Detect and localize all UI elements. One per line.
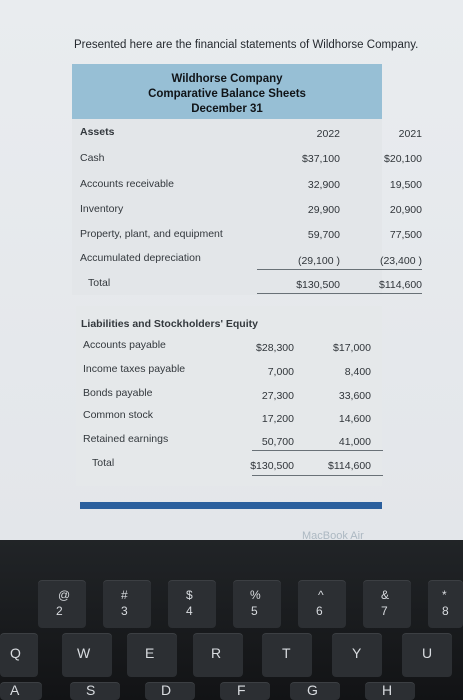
liabilities-heading: Liabilities and Stockholders' Equity bbox=[81, 318, 258, 330]
row-label: Property, plant, and equipment bbox=[80, 228, 223, 240]
value-2021: (23,400 ) bbox=[379, 255, 422, 267]
value-2021: $114,600 bbox=[378, 279, 422, 291]
key-7[interactable]: & 7 bbox=[363, 580, 411, 628]
key-a[interactable]: A bbox=[0, 682, 42, 700]
value-2022: (29,100 ) bbox=[297, 255, 340, 267]
key-y[interactable]: Y bbox=[332, 633, 382, 677]
progress-strip bbox=[80, 502, 382, 509]
liabilities-table bbox=[76, 306, 382, 486]
value-2021: $114,600 bbox=[327, 460, 371, 472]
statement-title: Comparative Balance Sheets bbox=[148, 88, 306, 100]
key-h[interactable]: H bbox=[365, 682, 415, 700]
value-2022: $130,500 bbox=[250, 460, 294, 472]
row-label: Cash bbox=[80, 152, 105, 164]
assets-table bbox=[72, 119, 422, 295]
macbook-label: MacBook Air bbox=[302, 530, 364, 540]
key-g[interactable]: G bbox=[290, 682, 340, 700]
value-2022: 17,200 bbox=[261, 413, 294, 425]
key-f[interactable]: F bbox=[220, 682, 270, 700]
key-2[interactable]: @ 2 bbox=[38, 580, 86, 628]
value-2022: 29,900 bbox=[307, 204, 340, 216]
company-name: Wildhorse Company bbox=[171, 73, 283, 85]
key-e[interactable]: E bbox=[127, 633, 177, 677]
key-r[interactable]: R bbox=[193, 633, 243, 677]
row-label: Accounts receivable bbox=[80, 178, 174, 190]
value-2022: 50,700 bbox=[261, 436, 294, 448]
key-t[interactable]: T bbox=[262, 633, 312, 677]
key-3[interactable]: # 3 bbox=[103, 580, 151, 628]
keyboard bbox=[0, 540, 463, 700]
statement-date: December 31 bbox=[191, 103, 263, 115]
key-w[interactable]: W bbox=[62, 633, 112, 677]
intro-text: Presented here are the financial statements of Wildhorse Company. bbox=[74, 39, 419, 51]
value-2022: 7,000 bbox=[267, 366, 294, 378]
row-label: Common stock bbox=[83, 409, 154, 421]
underline bbox=[252, 450, 325, 451]
value-2022: 27,300 bbox=[261, 390, 294, 402]
underline bbox=[330, 269, 422, 270]
row-label: Income taxes payable bbox=[83, 363, 186, 375]
double-underline bbox=[321, 475, 383, 476]
value-2021: $17,000 bbox=[333, 342, 371, 354]
value-2021: 41,000 bbox=[338, 436, 371, 448]
statement-header bbox=[72, 64, 382, 119]
row-label: Bonds payable bbox=[83, 387, 153, 399]
value-2022: 32,900 bbox=[307, 179, 340, 191]
value-2021: 20,900 bbox=[389, 204, 422, 216]
key-u[interactable]: U bbox=[402, 633, 452, 677]
row-label: Retained earnings bbox=[83, 433, 169, 445]
assets-heading: Assets bbox=[80, 126, 115, 138]
value-2021: $20,100 bbox=[384, 153, 422, 165]
year-2022: 2022 bbox=[316, 128, 340, 140]
value-2022: $28,300 bbox=[256, 342, 294, 354]
value-2022: 59,700 bbox=[307, 229, 340, 241]
double-underline bbox=[330, 293, 422, 294]
key-q[interactable]: Q bbox=[0, 633, 38, 677]
value-2021: 77,500 bbox=[389, 229, 422, 241]
row-label: Accumulated depreciation bbox=[80, 252, 201, 264]
row-label: Accounts payable bbox=[83, 339, 166, 351]
underline bbox=[321, 450, 383, 451]
double-underline bbox=[252, 475, 325, 476]
value-2022: $37,100 bbox=[302, 153, 340, 165]
value-2022: $130,500 bbox=[296, 279, 340, 291]
year-2021: 2021 bbox=[398, 128, 422, 140]
key-5[interactable]: % 5 bbox=[233, 580, 281, 628]
row-label: Inventory bbox=[80, 203, 124, 215]
key-8[interactable]: * 8 bbox=[428, 580, 463, 628]
row-label: Total bbox=[88, 277, 111, 289]
value-2021: 8,400 bbox=[344, 366, 371, 378]
row-label: Total bbox=[92, 457, 115, 469]
value-2021: 14,600 bbox=[338, 413, 371, 425]
value-2021: 19,500 bbox=[389, 179, 422, 191]
key-4[interactable]: $ 4 bbox=[168, 580, 216, 628]
key-d[interactable]: D bbox=[145, 682, 195, 700]
value-2021: 33,600 bbox=[338, 390, 371, 402]
key-6[interactable]: ^ 6 bbox=[298, 580, 346, 628]
key-s[interactable]: S bbox=[70, 682, 120, 700]
